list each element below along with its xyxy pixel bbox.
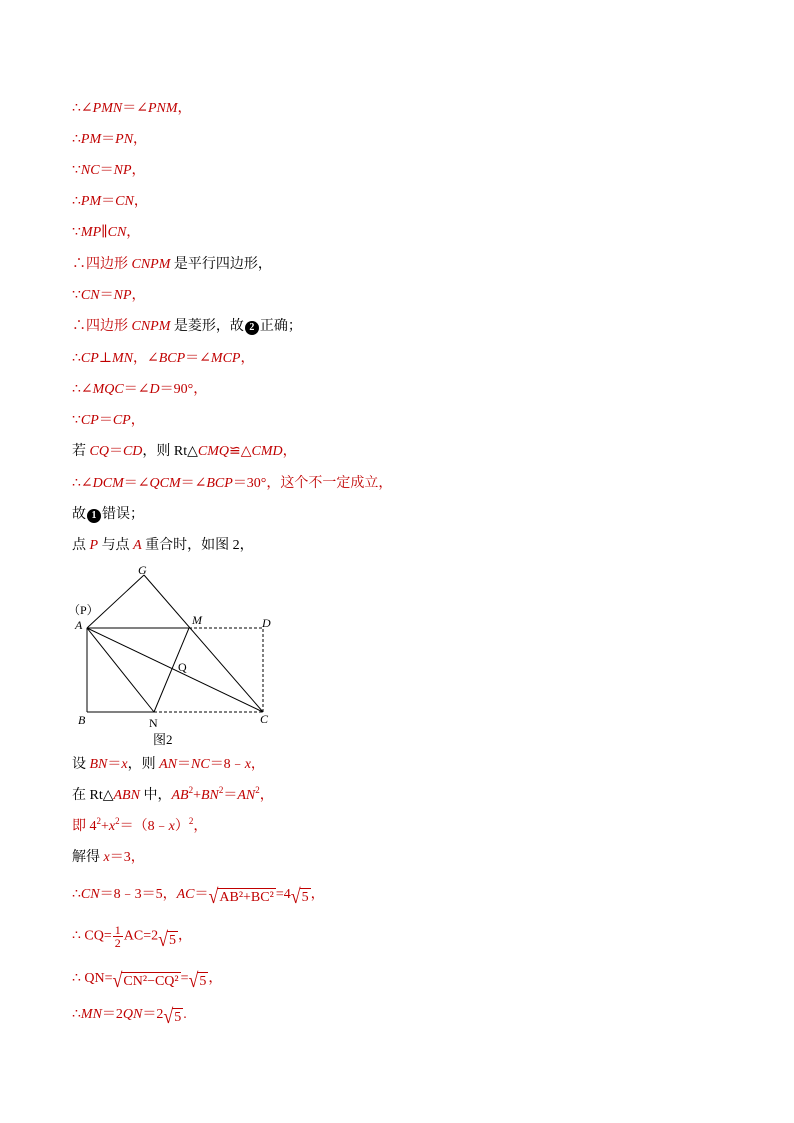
solution-line-15: 点 P 与点 A 重合时，如图 2， [72,538,254,553]
label-N: N [149,716,158,730]
solution-line-21: ∴ CQ= $\frac{1}{2}$ AC=2 √ 5 ， [72,923,192,951]
sqrt-expression: √ 5 [290,884,309,908]
circled-number-2: 2 [245,321,259,335]
solution-line-2: ∴PM＝PN， [72,132,148,147]
label-D: D [262,616,271,630]
figure-caption: 图2 [153,732,173,747]
circled-number-1: 1 [87,509,101,523]
solution-line-19: 解得 x＝3， [72,850,145,865]
solution-line-16: 设 BN＝x，则 AN＝NC＝8﹣x， [72,757,265,772]
solution-line-6: ∴四边形 CNPM 是平行四边形， [72,257,272,272]
label-M: M [192,613,202,627]
solution-line-7: ∵CN＝NP， [72,288,146,303]
label-Q: Q [178,660,187,674]
label-A: A [75,618,83,632]
segment-AC [87,628,263,712]
solution-line-20: ∴CN＝8﹣3＝5，AC＝ √ AB²+BC² =4 √ 5 ， [72,884,325,908]
solution-line-3: ∵NC＝NP， [72,163,146,178]
solution-line-9: ∴CP⊥MN，∠BCP＝∠MCP， [72,351,255,366]
solution-line-17: 在 Rt△ABN 中，$AB^2+BN^2=AN^2$， [72,785,274,803]
solution-line-8: ∴四边形 CNPM 是菱形，故 2 正确； [72,319,302,334]
fraction-one-half: $\frac{1}{2}$ [114,923,121,950]
label-P: （P） [68,603,99,617]
solution-line-22: ∴ QN= √ CN²−CQ² = √ 5 ， [72,968,223,992]
segment-AN [87,628,154,712]
sqrt-expression: √ AB²+BC² [208,884,274,908]
geometry-figure-2 [64,560,294,750]
sqrt-expression: √ 5 [163,1004,182,1028]
segment-GC [144,575,263,712]
label-B: B [78,713,86,727]
solution-line-18: 即 $4^2+x^2=(8﹣x)^2$， [72,816,208,834]
sqrt-expression: √ 5 [188,968,207,992]
solution-line-12: 若 CQ＝CD，则 Rt△CMQ≌△CMD， [72,444,297,459]
solution-line-5: ∵MP∥CN， [72,225,141,240]
solution-line-14: 故 1 错误； [72,507,144,522]
solution-line-23: ∴MN＝2QN＝2 √ 5 . [72,1004,187,1028]
solution-line-1: ∴∠PMN＝∠PNM， [72,101,192,116]
solution-line-4: ∴PM＝CN， [72,194,148,209]
sqrt-expression: √ CN²−CQ² [112,968,179,992]
solution-line-10: ∴∠MQC＝∠D＝90°， [72,382,208,397]
label-C: C [260,712,269,726]
segment-AG [87,575,144,628]
label-G: G [138,563,147,577]
sqrt-expression: √ 5 [158,927,176,951]
solution-line-13: ∴∠DCM＝∠QCM＝∠BCP＝30°，这个不一定成立， [72,476,393,491]
solution-line-11: ∵CP＝CP， [72,413,145,428]
